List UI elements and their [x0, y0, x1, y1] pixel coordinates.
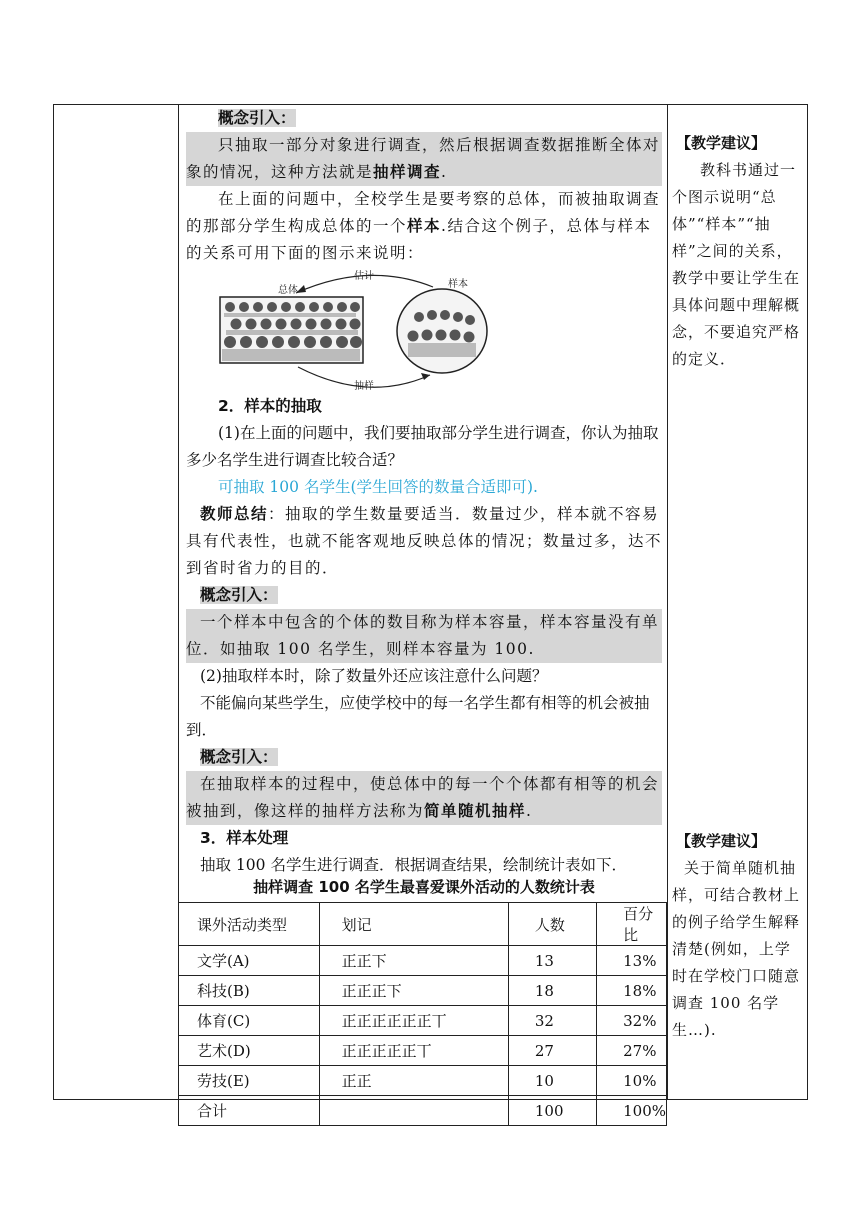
question-2: (2)抽取样本时，除了数量外还应该注意什么问题？: [200, 667, 548, 685]
cell-tally: 正正下: [319, 946, 508, 976]
suggestion-text-2: 关于简单随机抽样，可结合教材上的例子给学生解释清楚(例如，上学时在学校门口随意调查 100 名学生…).: [672, 859, 801, 1039]
cell-tally: 正正: [319, 1066, 508, 1096]
table-row: [179, 1036, 667, 1066]
cell-percent: 13%: [597, 946, 667, 976]
term-sample: 样本: [407, 217, 442, 235]
cell-percent: 18%: [597, 976, 667, 1006]
term-sampling-survey: 抽样调查: [373, 163, 442, 181]
teaching-suggestion-1: [672, 130, 802, 373]
label-total: 总体: [278, 285, 298, 296]
population-sample-diagram: [218, 269, 490, 391]
population-sample-illustration: [218, 269, 490, 391]
cell-count: 32: [508, 1006, 596, 1036]
section-heading-3: 3．样本处理: [200, 829, 289, 847]
concept-label-3: 概念引入：: [200, 748, 278, 766]
cell-activity: 艺术(D): [179, 1036, 320, 1066]
column-divider-2: [667, 105, 668, 1099]
section-heading-2: 2．样本的抽取: [218, 397, 322, 415]
cell-tally: 正正正下: [319, 976, 508, 1006]
answer-2: 不能偏向某些学生，应使学校中的每一名学生都有相等的机会被抽到．: [186, 694, 650, 739]
cell-percent: 10%: [597, 1066, 667, 1096]
cell-tally: [319, 1096, 508, 1126]
table-caption: 抽样调查 100 名学生最喜爱课外活动的人数统计表: [253, 878, 595, 896]
cell-count: 18: [508, 976, 596, 1006]
main-content: [186, 105, 662, 879]
cell-percent: 100%: [597, 1096, 667, 1126]
label-estimate: 估计: [354, 271, 374, 282]
cell-activity: 合计: [179, 1096, 320, 1126]
activity-stats-table: [178, 902, 667, 1126]
table-total-row: [179, 1096, 667, 1126]
concept-label-2: 概念引入：: [200, 586, 278, 604]
suggestion-title-2: 【教学建议】: [676, 832, 767, 850]
cell-count: 10: [508, 1066, 596, 1096]
suggestion-title-1: 【教学建议】: [676, 134, 767, 152]
teaching-suggestion-2: [672, 828, 802, 1044]
header-tally: 划记: [319, 903, 508, 946]
cell-percent: 27%: [597, 1036, 667, 1066]
cell-percent: 32%: [597, 1006, 667, 1036]
cell-count: 100: [508, 1096, 596, 1126]
header-percent: 百分比: [597, 903, 667, 946]
cell-activity: 体育(C): [179, 1006, 320, 1036]
concept-text-3: 在抽取样本的过程中，使总体中的每一个个体都有相等的机会被抽到，像这样的抽样方法称为简单随机抽样.: [186, 771, 662, 825]
answer-1: 可抽取 100 名学生(学生回答的数量合适即可).: [218, 478, 538, 496]
cell-count: 27: [508, 1036, 596, 1066]
label-sampling: 抽样: [354, 381, 374, 391]
cell-tally: 正正正正正正丅: [319, 1006, 508, 1036]
header-count: 人数: [508, 903, 596, 946]
concept-label-1: 概念引入：: [218, 109, 296, 127]
cell-activity: 文学(A): [179, 946, 320, 976]
teacher-summary: 教师总结：抽取的学生数量要适当．数量过少，样本就不容易具有代表性，也就不能客观地反映总体的情况；数量过多，达不到省时省力的目的．: [186, 505, 663, 577]
suggestion-text-1: 教科书通过一个图示说明“总体”“样本”“抽样”之间的关系，教学中要让学生在具体问题中理解概念，不要追究严格的定义．: [672, 161, 801, 368]
term-simple-random-sampling: 简单随机抽样: [424, 802, 527, 820]
cell-activity: 劳技(E): [179, 1066, 320, 1096]
paragraph-population-sample: 在上面的问题中，全校学生是要考察的总体，而被抽取调查的那部分学生构成总体的一个样本.结合这个例子，总体与样本的关系可用下面的图示来说明：: [186, 190, 661, 262]
table-header-row: [179, 903, 667, 946]
paragraph-table-intro: 抽取 100 名学生进行调查．根据调查结果，绘制统计表如下．: [200, 856, 627, 874]
cell-count: 13: [508, 946, 596, 976]
question-1: (1)在上面的问题中，我们要抽取部分学生进行调查，你认为抽取多少名学生进行调查比较合适？: [186, 424, 659, 469]
cell-tally: 正正正正正丅: [319, 1036, 508, 1066]
concept-text-2: 一个样本中包含的个体的数目称为样本容量，样本容量没有单位．如抽取 100 名学生，则样本容量为 100.: [186, 609, 662, 663]
label-sample: 样本: [448, 279, 468, 290]
table-row: [179, 946, 667, 976]
table-row: [179, 976, 667, 1006]
cell-activity: 科技(B): [179, 976, 320, 1006]
header-activity-type: 课外活动类型: [179, 903, 320, 946]
table-row: [179, 1006, 667, 1036]
table-row: [179, 1066, 667, 1096]
concept-text-1: 只抽取一部分对象进行调查，然后根据调查数据推断全体对象的情况，这种方法就是抽样调查.: [186, 132, 662, 186]
